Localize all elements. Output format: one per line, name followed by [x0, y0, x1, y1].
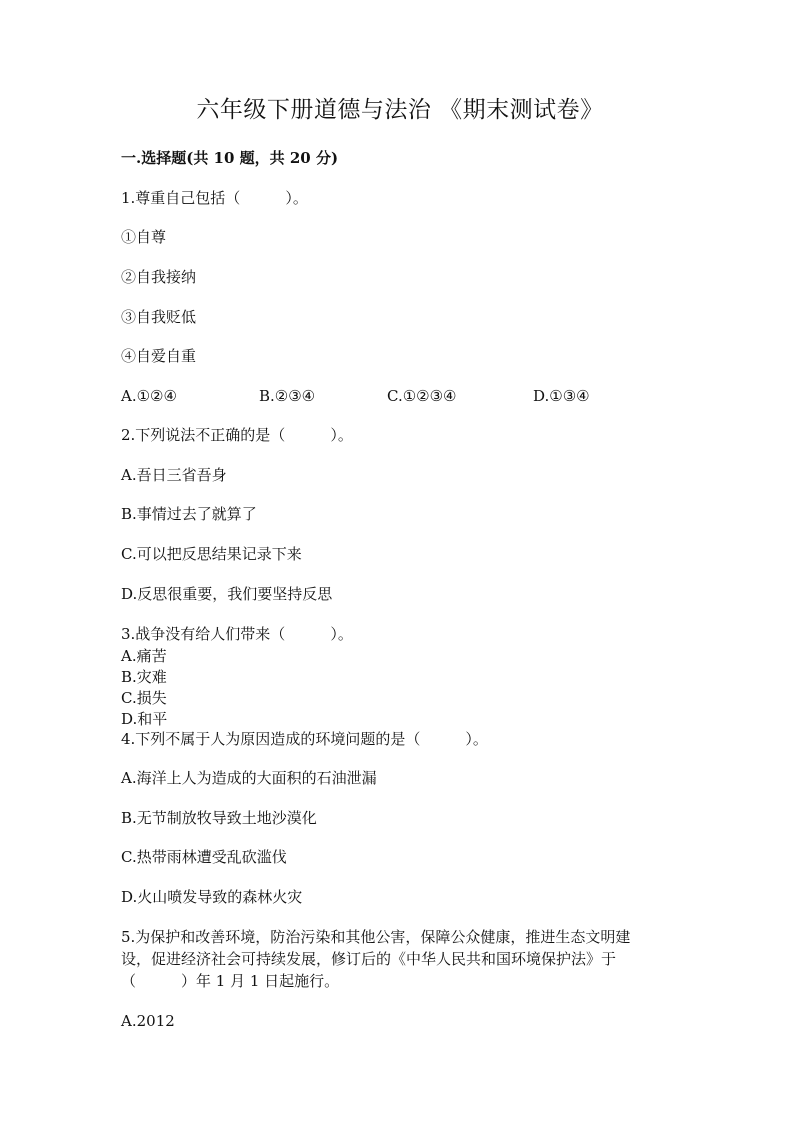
- question-5-stem-line: 设，促进经济社会可持续发展，修订后的《中华人民共和国环境保护法》于: [121, 950, 617, 968]
- question-1-option-c: C.①②③④: [387, 387, 457, 405]
- question-3-option-d: D.和平: [121, 710, 168, 728]
- question-2-option-c: C.可以把反思结果记录下来: [121, 545, 302, 563]
- question-2-option-d: D.反思很重要，我们要坚持反思: [121, 585, 333, 603]
- question-4-option-b: B.无节制放牧导致土地沙漠化: [121, 809, 317, 827]
- question-1-item: ②自我接纳: [121, 268, 197, 286]
- question-5-option-a: A.2012: [121, 1012, 175, 1030]
- question-1-item: ③自我贬低: [121, 308, 197, 326]
- question-5-stem-line: （ ）年 1 月 1 日起施行。: [121, 972, 340, 990]
- question-3-stem: 3.战争没有给人们带来（ ）。: [121, 625, 353, 643]
- question-4-option-a: A.海洋上人为造成的大面积的石油泄漏: [121, 769, 377, 787]
- question-2-stem: 2.下列说法不正确的是（ ）。: [121, 426, 353, 444]
- page-title: 六年级下册道德与法治 《期末测试卷》: [196, 97, 604, 123]
- question-5-stem-line: 5.为保护和改善环境，防治污染和其他公害，保障公众健康，推进生态文明建: [121, 928, 631, 946]
- question-4-stem: 4.下列不属于人为原因造成的环境问题的是（ ）。: [121, 730, 488, 748]
- question-3-option-c: C.损失: [121, 689, 167, 707]
- question-1-option-d: D.①③④: [533, 387, 590, 405]
- question-1-item: ①自尊: [121, 228, 167, 246]
- question-4-option-d: D.火山喷发导致的森林火灾: [121, 888, 303, 906]
- question-3-option-b: B.灾难: [121, 668, 167, 686]
- section-heading: 一.选择题(共 10 题，共 20 分): [121, 149, 339, 167]
- question-1-item: ④自爱自重: [121, 347, 197, 365]
- question-1-option-a: A.①②④: [121, 387, 177, 405]
- question-1-stem: 1.尊重自己包括（ ）。: [121, 189, 308, 207]
- question-1-option-b: B.②③④: [259, 387, 316, 405]
- question-3-option-a: A.痛苦: [121, 647, 167, 665]
- question-2-option-b: B.事情过去了就算了: [121, 505, 257, 523]
- question-2-option-a: A.吾日三省吾身: [121, 466, 227, 484]
- question-4-option-c: C.热带雨林遭受乱砍滥伐: [121, 848, 287, 866]
- question-1-options: [0, 385, 800, 407]
